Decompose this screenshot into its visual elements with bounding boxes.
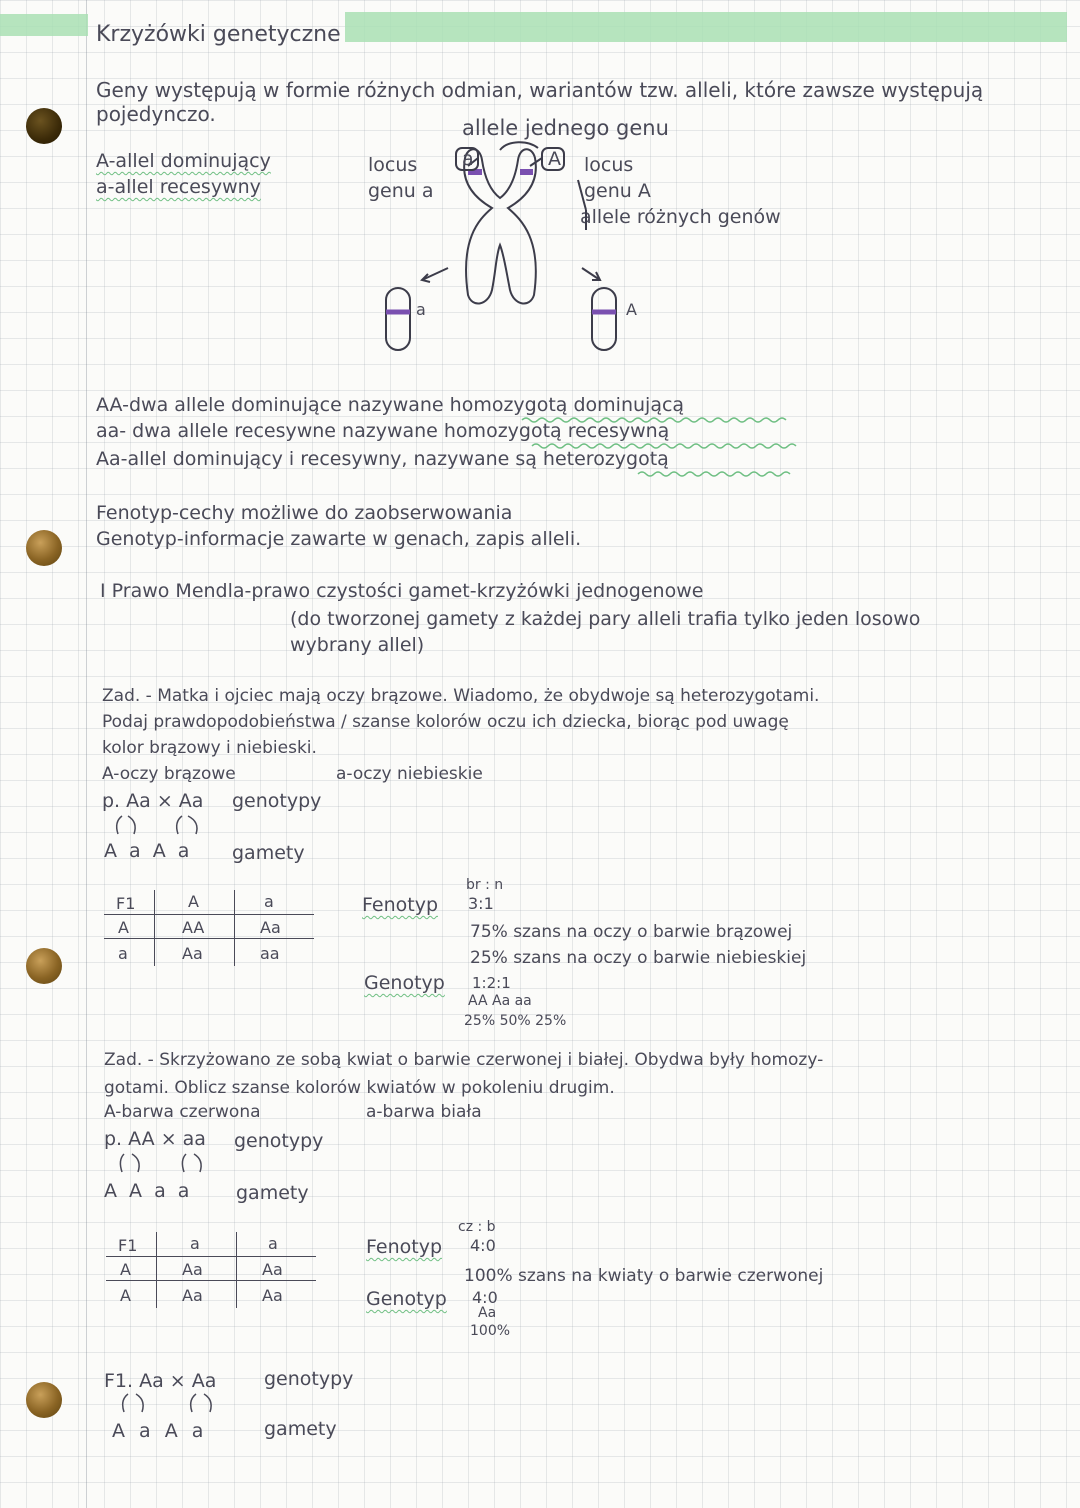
locus-left-gene: genu a <box>368 180 434 202</box>
task1-cross: p. Aa × Aa <box>102 790 204 812</box>
task1-punnett-square <box>104 890 314 970</box>
task2-fenotyp-header: cz : b <box>458 1219 496 1235</box>
task2-f1-cross: F1. Aa × Aa <box>104 1370 217 1392</box>
task1-legend-A: A-oczy brązowe <box>102 764 236 784</box>
homozygote-dominant: AA-dwa allele dominujące nazywane homozygotą dominującą <box>96 394 685 416</box>
task1-gamete-arrows <box>108 812 218 838</box>
punnett-cell: Aa <box>182 944 203 963</box>
punnett-cell: Aa <box>260 918 281 937</box>
punnett-row-header: A <box>120 1260 131 1279</box>
chromatid-a-label: a <box>416 300 426 319</box>
task1-gametes: A a A a <box>104 840 190 862</box>
punnett-cell: aa <box>260 944 280 963</box>
task2-punnett-square <box>106 1232 316 1312</box>
punnett-row-header: A <box>118 918 129 937</box>
task1-legend-a: a-oczy niebieskie <box>336 764 483 784</box>
task2-f1-genotypes-label: genotypy <box>264 1368 354 1390</box>
punnett-col-header: a <box>268 1234 278 1253</box>
locus-left-label: locus <box>368 154 418 176</box>
task2-f1-gametes: A a A a <box>112 1420 204 1442</box>
mendel-explanation-2: wybrany allel) <box>290 634 425 656</box>
punnett-corner: F1 <box>118 1236 138 1255</box>
task1-fenotyp-brown: 75% szans na oczy o barwie brązowej <box>470 922 793 942</box>
punnett-hline <box>106 1256 316 1257</box>
punnett-col-header: a <box>264 892 274 911</box>
punnett-cell: Aa <box>182 1286 203 1305</box>
fenotyp-definition: Fenotyp-cechy możliwe do zaobserwowania <box>96 502 513 524</box>
task2-cross: p. AA × aa <box>104 1128 206 1150</box>
punnett-hline <box>106 1280 316 1281</box>
punnett-vline <box>236 1232 237 1308</box>
allele-A-top: A <box>548 148 561 170</box>
chromosome-diagram <box>360 130 640 370</box>
binder-hole <box>26 530 62 566</box>
homozygote-recessive: aa- dwa allele recesywne nazywane homozygotą recesywną <box>96 420 670 442</box>
task2-genotyp-label: Genotyp <box>366 1288 447 1310</box>
heterozygote: Aa-allel dominujący i recesywny, nazywane są heterozygotą <box>96 448 669 470</box>
punnett-cell: Aa <box>262 1286 283 1305</box>
intro-line-1: Geny występują w formie różnych odmian, wariantów tzw. alleli, które zawsze występują <box>96 78 984 102</box>
punnett-row-header: A <box>120 1286 131 1305</box>
task2-gametes-label: gamety <box>236 1182 309 1204</box>
title-highlight <box>345 12 1067 42</box>
punnett-vline <box>234 890 235 966</box>
task2-gametes: A A a a <box>104 1180 190 1202</box>
task2-genotyp-ratio: 4:0 <box>472 1288 498 1307</box>
binder-hole <box>26 108 62 144</box>
title-highlight-left <box>0 14 88 36</box>
task2-fenotyp-ratio: 4:0 <box>470 1236 496 1255</box>
mendel-law: I Prawo Mendla-prawo czystości gamet-krzyżówki jednogenowe <box>100 580 704 602</box>
task2-genotypes-label: genotypy <box>234 1130 324 1152</box>
diagram-top-label: allele jednego genu <box>462 116 669 140</box>
task2-gamete-arrows <box>112 1150 222 1176</box>
punnett-corner: F1 <box>116 894 136 913</box>
task1-line-2: Podaj prawdopodobieństwa / szanse kolorów oczu ich dziecka, biorąc pod uwagę <box>102 712 789 732</box>
task2-f1-gametes-label: gamety <box>264 1418 337 1440</box>
different-genes-label: allele różnych genów <box>580 206 781 228</box>
mendel-explanation-1: (do tworzonej gamety z każdej pary alleli trafia tylko jeden losowo <box>290 608 921 630</box>
genotyp-definition: Genotyp-informacje zawarte w genach, zapis alleli. <box>96 528 582 550</box>
punnett-vline <box>156 1232 157 1308</box>
task2-line-1: Zad. - Skrzyżowano ze sobą kwiat o barwie czerwonej i białej. Obydwa były homozy- <box>104 1050 824 1070</box>
task1-fenotyp-label: Fenotyp <box>362 894 438 916</box>
chromatid-A-label: A <box>626 300 637 319</box>
task1-line-1: Zad. - Matka i ojciec mają oczy brązowe. Wiadomo, że obydwoje są heterozygotami. <box>102 686 820 706</box>
task1-fenotyp-blue: 25% szans na oczy o barwie niebieskiej <box>470 948 807 968</box>
task1-genotyp-label: Genotyp <box>364 972 445 994</box>
recessive-allele-definition: a-allel recesywny <box>96 176 261 198</box>
punnett-col-header: A <box>188 892 199 911</box>
punnett-hline <box>104 914 314 915</box>
task1-genotyp-percents: 25% 50% 25% <box>464 1013 567 1029</box>
task1-gametes-label: gamety <box>232 842 305 864</box>
punnett-cell: AA <box>182 918 205 937</box>
page-title: Krzyżówki genetyczne <box>96 22 341 47</box>
task1-genotyp-names: AA Aa aa <box>468 993 532 1009</box>
task2-genotyp-percents: 100% <box>470 1323 511 1339</box>
punnett-cell: Aa <box>262 1260 283 1279</box>
task1-line-3: kolor brązowy i niebieski. <box>102 738 317 758</box>
punnett-vline <box>154 890 155 966</box>
punnett-cell: Aa <box>182 1260 203 1279</box>
task2-genotyp-names: Aa <box>478 1305 497 1321</box>
zygosity-underlines <box>520 414 810 478</box>
task2-line-2: gotami. Oblicz szanse kolorów kwiatów w pokoleniu drugim. <box>104 1078 615 1098</box>
task2-fenotyp-label: Fenotyp <box>366 1236 442 1258</box>
task2-f1-gamete-arrows <box>114 1390 234 1416</box>
binder-hole <box>26 948 62 984</box>
task2-legend-A: A-barwa czerwona <box>104 1102 261 1122</box>
locus-right-gene: genu A <box>584 180 651 202</box>
punnett-row-header: a <box>118 944 128 963</box>
task1-genotyp-ratio: 1:2:1 <box>472 974 511 992</box>
punnett-hline <box>104 938 314 939</box>
allele-a-top: a <box>462 148 474 170</box>
margin-line <box>86 0 87 1508</box>
dominant-allele-definition: A-allel dominujący <box>96 150 271 172</box>
binder-hole <box>26 1382 62 1418</box>
task1-genotypes-label: genotypy <box>232 790 322 812</box>
punnett-col-header: a <box>190 1234 200 1253</box>
task1-fenotyp-ratio: 3:1 <box>468 894 494 913</box>
intro-line-2: pojedynczo. <box>96 102 216 126</box>
locus-right-label: locus <box>584 154 634 176</box>
task1-fenotyp-header: br : n <box>466 877 504 893</box>
task2-fenotyp-red: 100% szans na kwiaty o barwie czerwonej <box>464 1266 824 1286</box>
task2-legend-a: a-barwa biała <box>366 1102 482 1122</box>
